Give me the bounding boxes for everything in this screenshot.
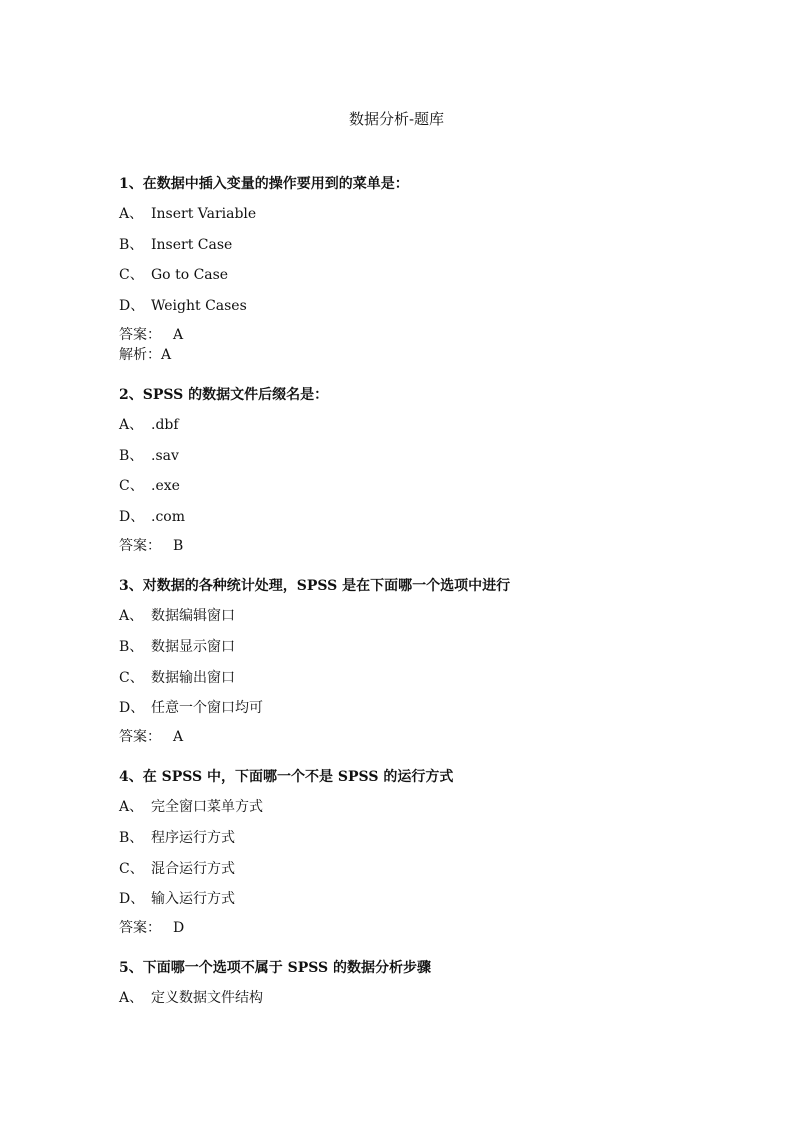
option-letter: C、 xyxy=(119,669,144,686)
option-letter: C、 xyxy=(119,478,144,495)
answer-label: 答案： xyxy=(119,920,161,937)
option-d xyxy=(119,295,719,317)
answer xyxy=(119,727,719,747)
option-letter: B、 xyxy=(119,829,144,846)
option-text: 混合运行方式 xyxy=(151,860,235,877)
option-b xyxy=(119,234,719,256)
option-d xyxy=(119,697,719,719)
option-c xyxy=(119,475,719,497)
answer xyxy=(119,536,719,556)
option-text: Insert Variable xyxy=(151,206,257,222)
option-text: Weight Cases xyxy=(151,298,247,315)
option-letter: A、 xyxy=(119,608,144,625)
option-c xyxy=(119,264,719,286)
option-b xyxy=(119,445,719,467)
option-letter: B、 xyxy=(119,638,144,655)
option-letter: B、 xyxy=(119,236,144,253)
question-3 xyxy=(119,575,719,747)
option-text: Insert Case xyxy=(151,236,233,253)
option-letter: C、 xyxy=(119,267,144,284)
answer-value: A xyxy=(173,327,184,344)
option-a xyxy=(119,414,719,436)
option-b xyxy=(119,636,719,658)
option-text: .com xyxy=(151,509,185,526)
question-title: 5、下面哪一个选项不属于 SPSS 的数据分析步骤 xyxy=(119,960,432,977)
option-letter: C、 xyxy=(119,860,144,877)
option-text: 输入运行方式 xyxy=(151,891,235,908)
answer-label: 答案： xyxy=(119,327,161,344)
document-title: 数据分析-题库 xyxy=(348,110,445,128)
answer-value: A xyxy=(173,729,184,746)
option-a xyxy=(119,203,719,225)
option-text: 程序运行方式 xyxy=(151,829,235,846)
option-text: 数据显示窗口 xyxy=(151,638,235,655)
option-text: 数据编辑窗口 xyxy=(151,608,235,625)
option-d xyxy=(119,888,719,910)
option-b xyxy=(119,827,719,849)
question-title: 1、在数据中插入变量的操作要用到的菜单是： xyxy=(119,176,409,192)
question-1 xyxy=(119,173,719,365)
option-a xyxy=(119,796,719,818)
explanation: 解析：A xyxy=(119,347,172,364)
option-d xyxy=(119,506,719,528)
option-letter: D、 xyxy=(119,298,145,315)
question-title: 3、对数据的各种统计处理，SPSS 是在下面哪一个选项中进行 xyxy=(119,578,511,595)
option-letter: A、 xyxy=(119,206,144,222)
option-text: Go to Case xyxy=(151,267,229,284)
option-letter: D、 xyxy=(119,891,145,908)
answer-label: 答案： xyxy=(119,729,161,746)
answer-value: B xyxy=(173,538,184,555)
question-list xyxy=(119,173,719,1028)
answer-label: 答案： xyxy=(119,538,161,555)
option-text: 任意一个窗口均可 xyxy=(151,700,263,717)
question-4 xyxy=(119,766,719,938)
option-a xyxy=(119,987,719,1009)
option-text: .sav xyxy=(151,447,179,464)
option-c xyxy=(119,667,719,689)
option-text: .dbf xyxy=(151,417,179,434)
option-text: 数据输出窗口 xyxy=(151,669,235,686)
option-text: 完全窗口菜单方式 xyxy=(151,799,263,816)
question-title: 2、SPSS 的数据文件后缀名是： xyxy=(119,387,329,404)
option-a xyxy=(119,605,719,627)
answer xyxy=(119,325,719,345)
option-text: 定义数据文件结构 xyxy=(151,990,263,1007)
option-c xyxy=(119,858,719,880)
option-letter: D、 xyxy=(119,700,145,717)
question-2 xyxy=(119,384,719,556)
option-letter: A、 xyxy=(119,990,144,1007)
option-letter: D、 xyxy=(119,509,145,526)
option-letter: B、 xyxy=(119,447,144,464)
option-text: .exe xyxy=(151,478,180,495)
answer-value: D xyxy=(173,920,185,937)
option-letter: A、 xyxy=(119,417,144,434)
answer xyxy=(119,918,719,938)
option-letter: A、 xyxy=(119,799,144,816)
question-title: 4、在 SPSS 中，下面哪一个不是 SPSS 的运行方式 xyxy=(119,769,454,786)
question-5 xyxy=(119,957,719,1009)
